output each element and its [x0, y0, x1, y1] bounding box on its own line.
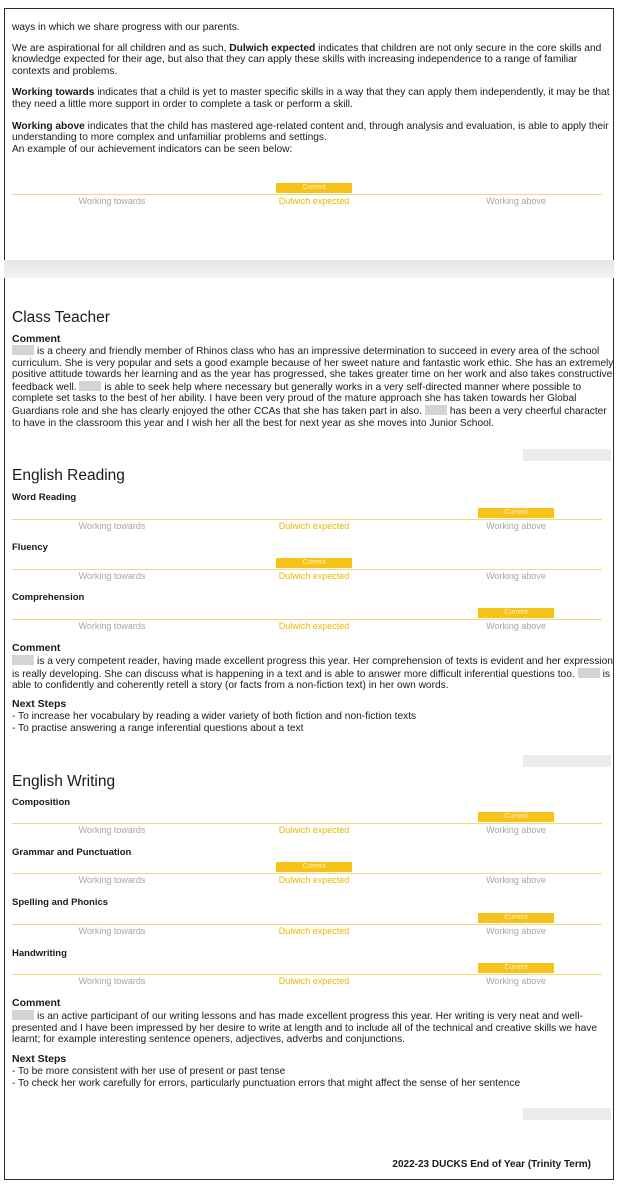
redacted-name [79, 381, 101, 391]
scale-line [12, 194, 602, 195]
reading-next-steps-label: Next Steps [12, 698, 67, 710]
scale-label-expected: Dulwich expected [278, 926, 350, 936]
reading-title: English Reading [12, 467, 125, 484]
redacted-signature [523, 755, 611, 767]
writing-grammar-scale [12, 861, 602, 885]
scale-label-above: Working above [486, 196, 546, 206]
scale-label-expected: Dulwich expected [278, 621, 350, 631]
class-teacher-comment: is a cheery and friendly member of Rhinos class who has an impressive determination to succeed in every area of the school curriculum. She is very popular and sets a good example because of her sweet nature and fantastic work ethic. She has an extremely positive attitude towards her learning and as the year has progressed, she takes greater time on her work and also takes constructive feedback well. is able to seek help where necessary but generally works in a very self-directed manner where possible to complete set tasks to the best of her ability. I have been very proud of the mature approach she has taken towards her Global Guardians role and she has clearly enjoyed the other CCAs that she has taken part in also. has been a very cheerful character to have in the classroom this year and I wish her all the best for next year as she moves into Junior School. [12, 346, 614, 429]
scale-label-towards: Working towards [78, 521, 146, 531]
scale-label-towards: Working towards [78, 875, 146, 885]
reading-next-steps [12, 711, 617, 734]
writing-composition-scale [12, 811, 602, 835]
class-teacher-title: Class Teacher [12, 309, 110, 326]
scale-line [12, 569, 602, 570]
class-teacher-comment-label: Comment [12, 333, 61, 345]
scale-label-above: Working above [486, 926, 546, 936]
intro-p3: Working above indicates that the child has mastered age-related content and, through analysis and evaluation, is able to apply their understanding to more complex and unfamiliar problems and settings. [12, 120, 609, 144]
writing-next-steps-label: Next Steps [12, 1053, 67, 1065]
scale-label-above: Working above [486, 825, 546, 835]
reading-comment-label: Comment [12, 642, 61, 654]
current-level-marker: Current [478, 508, 554, 518]
writing-comment: is an active participant of our writing lessons and has made excellent progress this year. Her writing is very neat and well-presented and I have been impressed by her desire to write at length and to include all of the technical and creative skills we have learnt; for example interesting sentence openers, adjectives, adverbs and conjunctions. [12, 1011, 597, 1046]
current-level-marker: Current [478, 608, 554, 618]
reading-item-label: Word Reading [12, 492, 77, 503]
current-level-marker: Current [478, 913, 554, 923]
writing-item-label: Handwriting [12, 948, 67, 959]
scale-line [12, 823, 602, 824]
writing-next-steps [12, 1066, 617, 1089]
scale-label-towards: Working towards [78, 926, 146, 936]
scale-label-expected: Dulwich expected [278, 196, 350, 206]
scale-label-towards: Working towards [78, 825, 146, 835]
reading-word-scale [12, 507, 602, 531]
scale-line [12, 873, 602, 874]
scale-line [12, 519, 602, 520]
scale-line [12, 974, 602, 975]
scale-label-expected: Dulwich expected [278, 875, 350, 885]
scale-label-above: Working above [486, 621, 546, 631]
current-level-marker: Current [276, 862, 352, 872]
current-level-marker: Current [276, 558, 352, 568]
writing-item-label: Composition [12, 797, 71, 808]
scale-line [12, 924, 602, 925]
scale-label-towards: Working towards [78, 571, 146, 581]
next-step: - To check her work carefully for errors, particularly punctuation errors that might affect the sense of her sentence [12, 1077, 521, 1089]
redacted-name [12, 655, 34, 665]
writing-handwriting-scale [12, 962, 602, 986]
scale-label-expected: Dulwich expected [278, 825, 350, 835]
redacted-name [12, 345, 34, 355]
next-step: - To be more consistent with her use of present or past tense [12, 1066, 286, 1077]
scale-line [12, 619, 602, 620]
scale-label-towards: Working towards [78, 621, 146, 631]
intro-p1: We are aspirational for all children and as such, Dulwich expected indicates that children are not only secure in the core skills and knowledge expected for their age, but also that they can apply these skills with increasing independence to a range of familiar contexts and problems. [12, 42, 602, 77]
redacted-name [425, 405, 447, 415]
reading-fluency-scale [12, 557, 602, 581]
scale-label-towards: Working towards [78, 196, 146, 206]
report-footer: 2022-23 DUCKS End of Year (Trinity Term) [392, 1159, 591, 1170]
reading-item-label: Fluency [12, 542, 48, 553]
redacted-signature [523, 449, 611, 461]
reading-comprehension-scale [12, 607, 602, 631]
current-level-marker: Current [478, 963, 554, 973]
intro-p2: Working towards indicates that a child is yet to master specific skills in a way that they can apply them independently, it may be that they need a little more support in order to complete a task or perform a skill. [12, 87, 610, 110]
reading-comment: is a very competent reader, having made excellent progress this year. Her comprehension of texts is evident and her expression is really developing. She can discuss what is happening in a text and is able to answer more difficult inferential questions too. is able to confidently and coherently retell a story (or facts from a non-fiction text) in her own words. [12, 656, 613, 692]
writing-title: English Writing [12, 773, 116, 790]
next-step: - To increase her vocabulary by reading a wider variety of both fiction and non-fiction texts [12, 711, 417, 722]
page-gap [4, 260, 614, 278]
redacted-name [578, 668, 600, 678]
scale-label-above: Working above [486, 976, 546, 986]
writing-item-label: Spelling and Phonics [12, 897, 109, 908]
reading-item-label: Comprehension [12, 592, 85, 603]
intro-p0: ways in which we share progress with our parents. [12, 22, 240, 33]
scale-label-above: Working above [486, 875, 546, 885]
writing-item-label: Grammar and Punctuation [12, 847, 132, 858]
scale-label-towards: Working towards [78, 976, 146, 986]
scale-label-expected: Dulwich expected [278, 571, 350, 581]
intro-text [12, 22, 617, 155]
writing-spelling-scale [12, 912, 602, 936]
current-level-marker: Current [276, 183, 352, 193]
current-level-marker: Current [478, 812, 554, 822]
scale-label-above: Working above [486, 571, 546, 581]
scale-label-expected: Dulwich expected [278, 976, 350, 986]
scale-label-above: Working above [486, 521, 546, 531]
scale-label-expected: Dulwich expected [278, 521, 350, 531]
redacted-signature [523, 1108, 611, 1120]
writing-comment-label: Comment [12, 997, 61, 1009]
intro-p4: An example of our achievement indicators can be seen below: [12, 143, 293, 155]
example-scale [12, 182, 602, 206]
next-step: - To practise answering a range inferential questions about a text [12, 722, 304, 734]
redacted-name [12, 1010, 34, 1020]
